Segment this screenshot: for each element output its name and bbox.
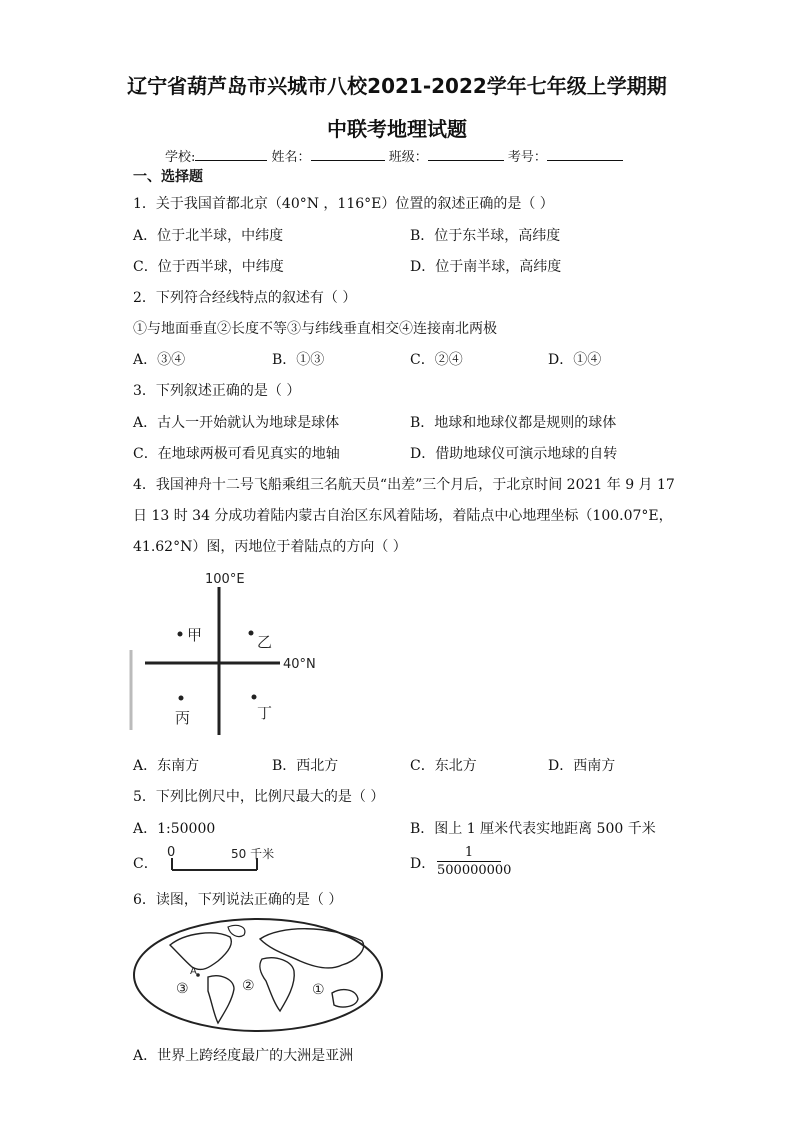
point-bing-label: 丙 [175, 709, 191, 727]
point-a-label: A [190, 966, 197, 977]
q5-option-d[interactable]: D． [410, 856, 436, 872]
region-1-label: ① [312, 982, 325, 998]
q4-stem-line-2: 日 13 时 34 分成功着陆内蒙古自治区东风着陆场，着陆点中心地理坐标（100.07°E， [133, 508, 673, 524]
point-bing-marker [179, 696, 184, 701]
class-label: 班级： [388, 150, 428, 165]
region-2-label: ② [242, 978, 255, 994]
q1-option-d[interactable]: D．位于南半球，高纬度 [410, 259, 562, 275]
q1-option-b[interactable]: B．位于东半球，高纬度 [410, 228, 561, 244]
coordinate-map-figure [125, 565, 335, 740]
q4-stem-line-1: 4．我国神舟十二号飞船乘组三名航天员“出差”三个月后，于北京时间 2021 年 9 月 17 [133, 477, 675, 493]
q5-option-a[interactable]: A．1:50000 [133, 821, 216, 837]
school-blank[interactable] [195, 148, 267, 161]
q5-stem: 5．下列比例尺中，比例尺最大的是（ ） [133, 789, 385, 805]
q2-option-d[interactable]: D．①④ [548, 352, 602, 368]
exam-no-label: 考号： [507, 150, 547, 165]
exam-no-blank[interactable] [547, 148, 623, 161]
q6-stem: 6．读图，下列说法正确的是（ ） [133, 892, 343, 908]
fraction-denominator: 500000000 [437, 863, 512, 878]
scale-distance-label: 50 千米 [231, 847, 275, 861]
q3-stem: 3．下列叙述正确的是（ ） [133, 383, 301, 399]
q5-fraction [437, 845, 512, 878]
student-info-row [165, 146, 623, 165]
section-heading: 一、选择题 [133, 169, 203, 185]
title-line-1: 辽宁省葫芦岛市兴城市八校2021-2022学年七年级上学期期 [127, 74, 667, 98]
fraction-numerator: 1 [437, 845, 501, 862]
q4-option-c[interactable]: C．东北方 [410, 758, 477, 774]
q4-option-b[interactable]: B．西北方 [272, 758, 339, 774]
map-outline [134, 919, 382, 1031]
q2-option-b[interactable]: B．①③ [272, 352, 325, 368]
class-blank[interactable] [428, 148, 504, 161]
longitude-label: 100°E [205, 572, 245, 587]
point-yi-label: 乙 [257, 633, 273, 651]
q2-option-c[interactable]: C．②④ [410, 352, 463, 368]
region-3-label: ③ [176, 981, 189, 997]
q3-option-c[interactable]: C．在地球两极可看见真实的地轴 [133, 446, 340, 462]
q2-items: ①与地面垂直②长度不等③与纬线垂直相交④连接南北两极 [133, 321, 497, 337]
school-label: 学校: [165, 150, 196, 165]
q3-option-b[interactable]: B．地球和地球仪都是规则的球体 [410, 415, 617, 431]
point-yi-marker [249, 631, 254, 636]
q1-option-c[interactable]: C．位于西半球，中纬度 [133, 259, 284, 275]
scale-zero-label: 0 [167, 845, 176, 860]
q3-option-d[interactable]: D．借助地球仪可演示地球的自转 [410, 446, 618, 462]
name-blank[interactable] [311, 148, 385, 161]
q1-stem: 1．关于我国首都北京（40°N ，116°E）位置的叙述正确的是（ ） [133, 196, 554, 212]
q1-option-a[interactable]: A．位于北半球，中纬度 [133, 228, 284, 244]
q4-stem-line-3: 41.62°N）图，丙地位于着陆点的方向（ ） [133, 539, 407, 555]
q6-option-a[interactable]: A．世界上跨经度最广的大洲是亚洲 [133, 1048, 354, 1064]
q3-option-a[interactable]: A．古人一开始就认为地球是球体 [133, 415, 340, 431]
line-scale-figure [165, 842, 295, 874]
name-label: 姓名： [271, 150, 311, 165]
q2-option-a[interactable]: A．③④ [133, 352, 186, 368]
point-jia-label: 甲 [187, 626, 203, 644]
q2-stem: 2．下列符合经线特点的叙述有（ ） [133, 290, 357, 306]
title-line-2: 中联考地理试题 [327, 117, 467, 141]
point-ding-label: 丁 [257, 704, 273, 722]
latitude-label: 40°N [283, 657, 316, 672]
q4-option-d[interactable]: D．西南方 [548, 758, 616, 774]
q4-option-a[interactable]: A．东南方 [133, 758, 200, 774]
q5-option-b[interactable]: B．图上 1 厘米代表实地距离 500 千米 [410, 821, 656, 837]
point-jia-marker [178, 632, 183, 637]
point-ding-marker [252, 695, 257, 700]
q5-option-c[interactable]: C． [133, 856, 158, 872]
world-map-figure [130, 915, 388, 1035]
